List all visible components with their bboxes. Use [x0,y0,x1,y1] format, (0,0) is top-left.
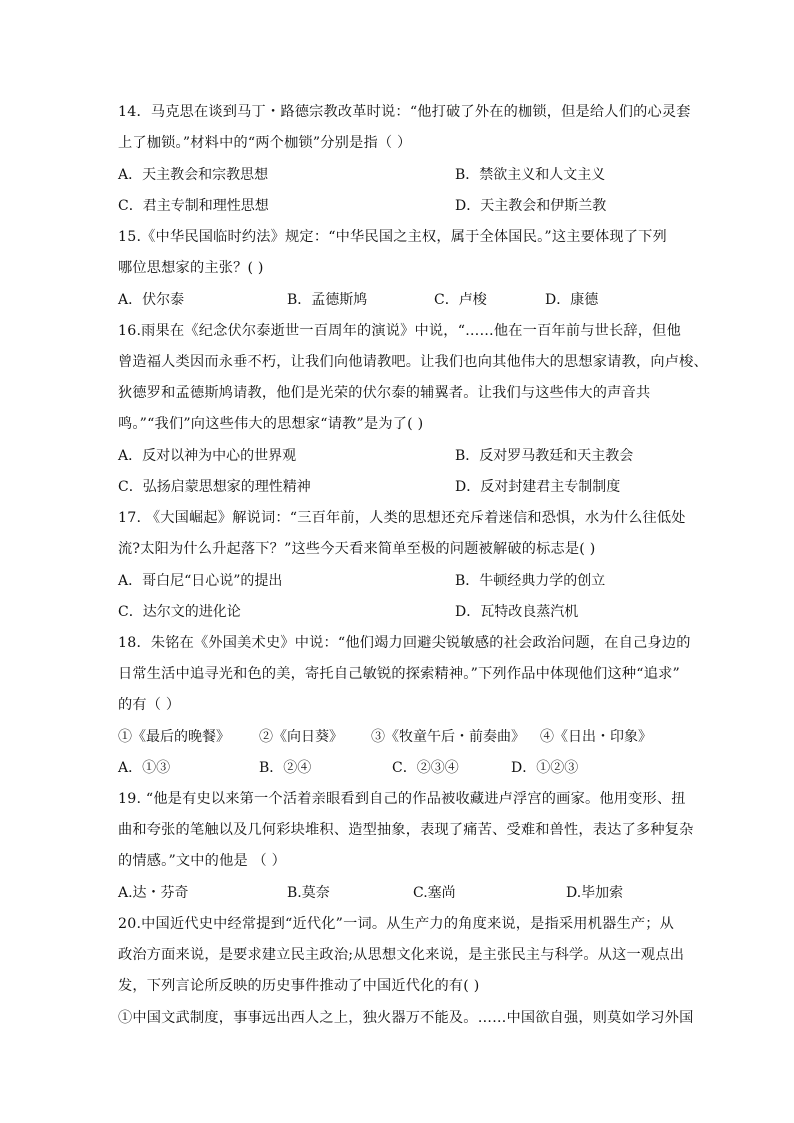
q16-option-a: A．反对以神为中心的世界观 [118,448,297,464]
q20-line3: 发，下列言论所反映的历史事件推动了中国近代化的有( ) [118,978,480,994]
q18-line2: 日常生活中追寻光和色的美，寄托自己敏锐的探索精神。”下列作品中体现他们这种“追求” [118,666,680,682]
q16-option-c: C．弘扬启蒙思想家的理性精神 [118,479,311,495]
q17-option-a: A．哥白尼“日心说”的提出 [118,573,283,589]
q15-option-d: D．康德 [545,292,599,308]
q15-option-a: A．伏尔泰 [118,292,185,308]
q18-option-d: D．①②③ [511,760,579,776]
q18-line3: 的有（ ） [118,697,181,713]
q19-option-a: A.达・芬奇 [118,885,189,901]
q15-line2: 哪位思想家的主张？( ) [118,260,264,276]
q17-line1: 17. 《大国崛起》解说词：“三百年前，人类的思想还充斥着迷信和恐惧，水为什么往低处 [118,510,686,526]
q17-line2: 流?太阳为什么升起落下？”这些今天看来简单至极的问题被解破的标志是( ) [118,541,596,557]
q18-item-3: ③《牧童午后・前奏曲》 [371,729,525,745]
q14-option-b: B．禁欲主义和人文主义 [455,167,606,183]
q16-line4: 鸣。”“我们”向这些伟大的思想家“请教”是为了( ) [118,416,424,432]
q19-line1: 19. “他是有史以来第一个活着亲眼看到自己的作品被收藏进卢浮宫的画家。他用变形、扭 [118,791,686,807]
q18-item-1: ①《最后的晚餐》 [118,729,230,745]
q14-line2: 上了枷锁。”材料中的“两个枷锁”分别是指（ ） [118,135,412,151]
q18-option-b: B．②④ [259,760,312,776]
q16-line1: 16.雨果在《纪念伏尔泰逝世一百周年的演说》中说，“……他在一百年前与世长辞，但他 [118,323,681,339]
q15-option-b: B．孟德斯鸠 [287,292,368,308]
q14-option-c: C．君主专制和理性思想 [118,198,269,214]
q19-line2: 曲和夸张的笔触以及几何彩块堆积、造型抽象，表现了痛苦、受难和兽性，表达了多种复杂 [118,822,694,838]
q19-option-b: B.莫奈 [287,885,330,901]
q18-option-c: C．②③④ [392,760,459,776]
q18-item-4: ④《日出・印象》 [540,729,652,745]
q14-line1: 14．马克思在谈到马丁・路德宗教改革时说：“他打破了外在的枷锁，但是给人们的心灵套 [118,104,691,120]
q19-line3: 的情感。”文中的他是 （ ） [118,853,287,869]
q15-line1: 15.《中华民国临时约法》规定：“中华民国之主权，属于全体国民。”这主要体现了下列 [118,229,667,245]
q17-option-c: C．达尔文的进化论 [118,604,241,620]
q15-option-c: C．卢梭 [434,292,487,308]
q16-option-d: D．反对封建君主专制制度 [455,479,621,495]
q14-option-a: A．天主教会和宗教思想 [118,167,269,183]
q20-line2: 政治方面来说，是要求建立民主政治;从思想文化来说，是主张民主与科学。从这一观点出 [118,947,685,963]
q17-option-b: B．牛顿经典力学的创立 [455,573,606,589]
q20-line4: ①中国文武制度，事事远出西人之上，独火器万不能及。……中国欲自强，则莫如学习外国 [118,1010,694,1026]
q16-line3: 狄德罗和孟德斯鸠请教，他们是光荣的伏尔泰的辅翼者。让我们与这些伟大的声音共 [118,385,651,401]
q19-option-d: D.毕加索 [566,885,624,901]
q16-line2: 曾造福人类因而永垂不朽，让我们向他请教吧。让我们也向其他伟大的思想家请教，向卢梭、 [118,354,708,370]
q18-item-2: ②《向日葵》 [259,729,343,745]
q20-line1: 20.中国近代史中经常提到“近代化”一词。从生产力的角度来说，是指采用机器生产；从 [118,916,675,932]
q17-option-d: D．瓦特改良蒸汽机 [455,604,579,620]
q19-option-c: C.塞尚 [413,885,456,901]
q16-option-b: B．反对罗马教廷和天主教会 [455,448,634,464]
q18-line1: 18．朱铭在《外国美术史》中说：“他们竭力回避尖锐敏感的社会政治问题，在自己身边的 [118,635,691,651]
q18-option-a: A．①③ [118,760,171,776]
q14-option-d: D．天主教会和伊斯兰教 [455,198,607,214]
